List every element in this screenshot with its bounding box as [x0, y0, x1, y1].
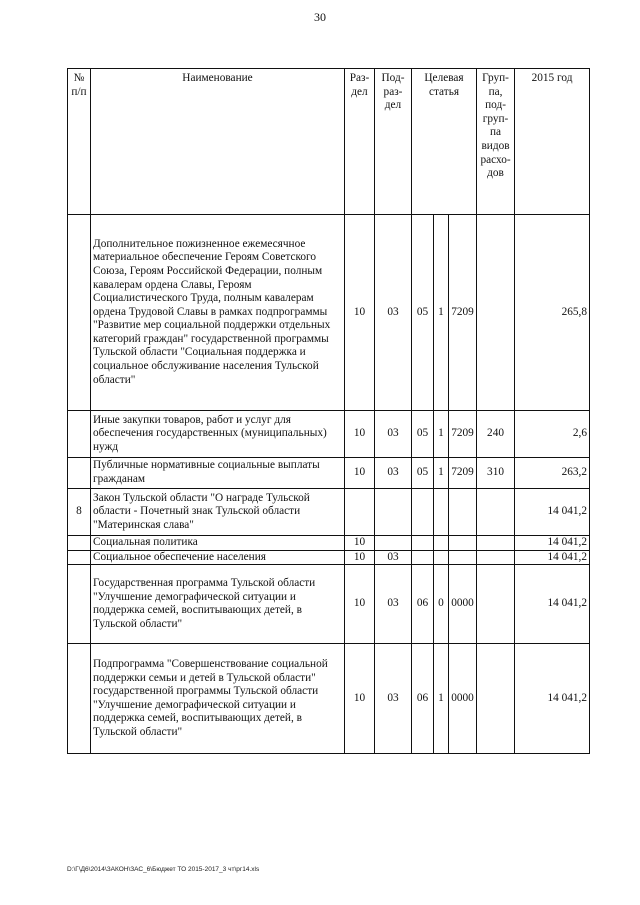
header-section: Раз-дел	[345, 69, 375, 215]
row-target-3: 7209	[449, 458, 477, 489]
row-name: Государственная программа Тульской области "Улучшение демографической ситуации и поддержка семей, воспитывающих детей, в Тульской области"	[91, 565, 345, 644]
row-amount: 14 041,2	[515, 565, 590, 644]
row-target-2: 1	[434, 411, 449, 458]
table-row	[68, 489, 590, 536]
row-num	[68, 644, 91, 754]
table-row	[68, 536, 590, 551]
row-subsection: 03	[375, 411, 412, 458]
row-section: 10	[345, 550, 375, 565]
row-subsection: 03	[375, 565, 412, 644]
row-target-1: 06	[412, 565, 434, 644]
row-section	[345, 489, 375, 536]
table-row	[68, 411, 590, 458]
row-name: Социальная политика	[91, 536, 345, 551]
row-subsection	[375, 489, 412, 536]
row-amount: 14 041,2	[515, 644, 590, 754]
row-name: Публичные нормативные социальные выплаты гражданам	[91, 458, 345, 489]
row-amount: 14 041,2	[515, 489, 590, 536]
row-amount: 263,2	[515, 458, 590, 489]
row-section: 10	[345, 536, 375, 551]
row-target-3	[449, 489, 477, 536]
row-name: Дополнительное пожизненное ежемесячное материальное обеспечение Героям Советского Союза, Героям Российской Федерации, полным кавалерам ордена Славы, Героям Социалистического Труда, полным кавалерам ордена Трудовой Славы в рамках подпрограммы "Развитие мер социальной поддержки отдельных категорий граждан" государственной программы Тульской области "Социальная поддержка и социальное обслуживание населения Тульской области"	[91, 215, 345, 411]
row-name: Подпрограмма "Совершенствование социальной поддержки семьи и детей в Тульской области" государственной программы Тульской области "Улучшение демографической ситуации и поддержка семей, воспитывающих детей, в Тульской области"	[91, 644, 345, 754]
row-num	[68, 536, 91, 551]
row-target-2: 0	[434, 565, 449, 644]
table-row	[68, 215, 590, 411]
row-group	[477, 644, 515, 754]
row-target-1	[412, 550, 434, 565]
table-row	[68, 565, 590, 644]
row-name: Социальное обеспечение населения	[91, 550, 345, 565]
row-target-3: 0000	[449, 644, 477, 754]
row-target-2	[434, 489, 449, 536]
row-section: 10	[345, 215, 375, 411]
row-section: 10	[345, 411, 375, 458]
row-group	[477, 536, 515, 551]
row-group	[477, 215, 515, 411]
row-subsection: 03	[375, 458, 412, 489]
row-target-2: 1	[434, 215, 449, 411]
row-target-1: 05	[412, 458, 434, 489]
row-amount: 2,6	[515, 411, 590, 458]
row-amount: 14 041,2	[515, 550, 590, 565]
row-num	[68, 215, 91, 411]
row-name: Закон Тульской области "О награде Тульской области - Почетный знак Тульской области "Материнская слава"	[91, 489, 345, 536]
row-target-1: 05	[412, 411, 434, 458]
header-num: № п/п	[68, 69, 91, 215]
row-group: 310	[477, 458, 515, 489]
row-group	[477, 565, 515, 644]
row-target-3: 7209	[449, 411, 477, 458]
row-target-3	[449, 536, 477, 551]
row-group	[477, 550, 515, 565]
row-subsection	[375, 536, 412, 551]
row-section: 10	[345, 458, 375, 489]
row-target-2	[434, 550, 449, 565]
row-subsection: 03	[375, 215, 412, 411]
row-subsection: 03	[375, 644, 412, 754]
row-num: 8	[68, 489, 91, 536]
page-number: 30	[314, 10, 326, 24]
header-year: 2015 год	[515, 69, 590, 215]
row-amount: 14 041,2	[515, 536, 590, 551]
table-row	[68, 644, 590, 754]
table-row	[68, 458, 590, 489]
table-header-row	[68, 69, 590, 215]
row-group: 240	[477, 411, 515, 458]
row-target-2: 1	[434, 644, 449, 754]
row-target-1: 05	[412, 215, 434, 411]
row-name: Иные закупки товаров, работ и услуг для обеспечения государственных (муниципальных) нужд	[91, 411, 345, 458]
header-group: Груп-па, под-груп-па видов расхо-дов	[477, 69, 515, 215]
row-target-1	[412, 489, 434, 536]
table-row	[68, 550, 590, 565]
row-target-2	[434, 536, 449, 551]
header-subsection: Под-раз-дел	[375, 69, 412, 215]
row-target-2: 1	[434, 458, 449, 489]
row-section: 10	[345, 644, 375, 754]
row-num	[68, 565, 91, 644]
row-amount: 265,8	[515, 215, 590, 411]
row-section: 10	[345, 565, 375, 644]
row-target-3	[449, 550, 477, 565]
row-group	[477, 489, 515, 536]
row-target-1: 06	[412, 644, 434, 754]
budget-table	[67, 68, 590, 754]
row-target-3: 0000	[449, 565, 477, 644]
row-target-1	[412, 536, 434, 551]
row-subsection: 03	[375, 550, 412, 565]
header-target: Целевая статья	[412, 69, 477, 215]
row-num	[68, 411, 91, 458]
header-name: Наименование	[91, 69, 345, 215]
row-num	[68, 458, 91, 489]
row-num	[68, 550, 91, 565]
file-path-footer: D:\Г\Д6\2014\ЗАКОН\ЗАС_6\Бюджет ТО 2015-2017_3 чт\рг14.xls	[67, 866, 260, 873]
row-target-3: 7209	[449, 215, 477, 411]
